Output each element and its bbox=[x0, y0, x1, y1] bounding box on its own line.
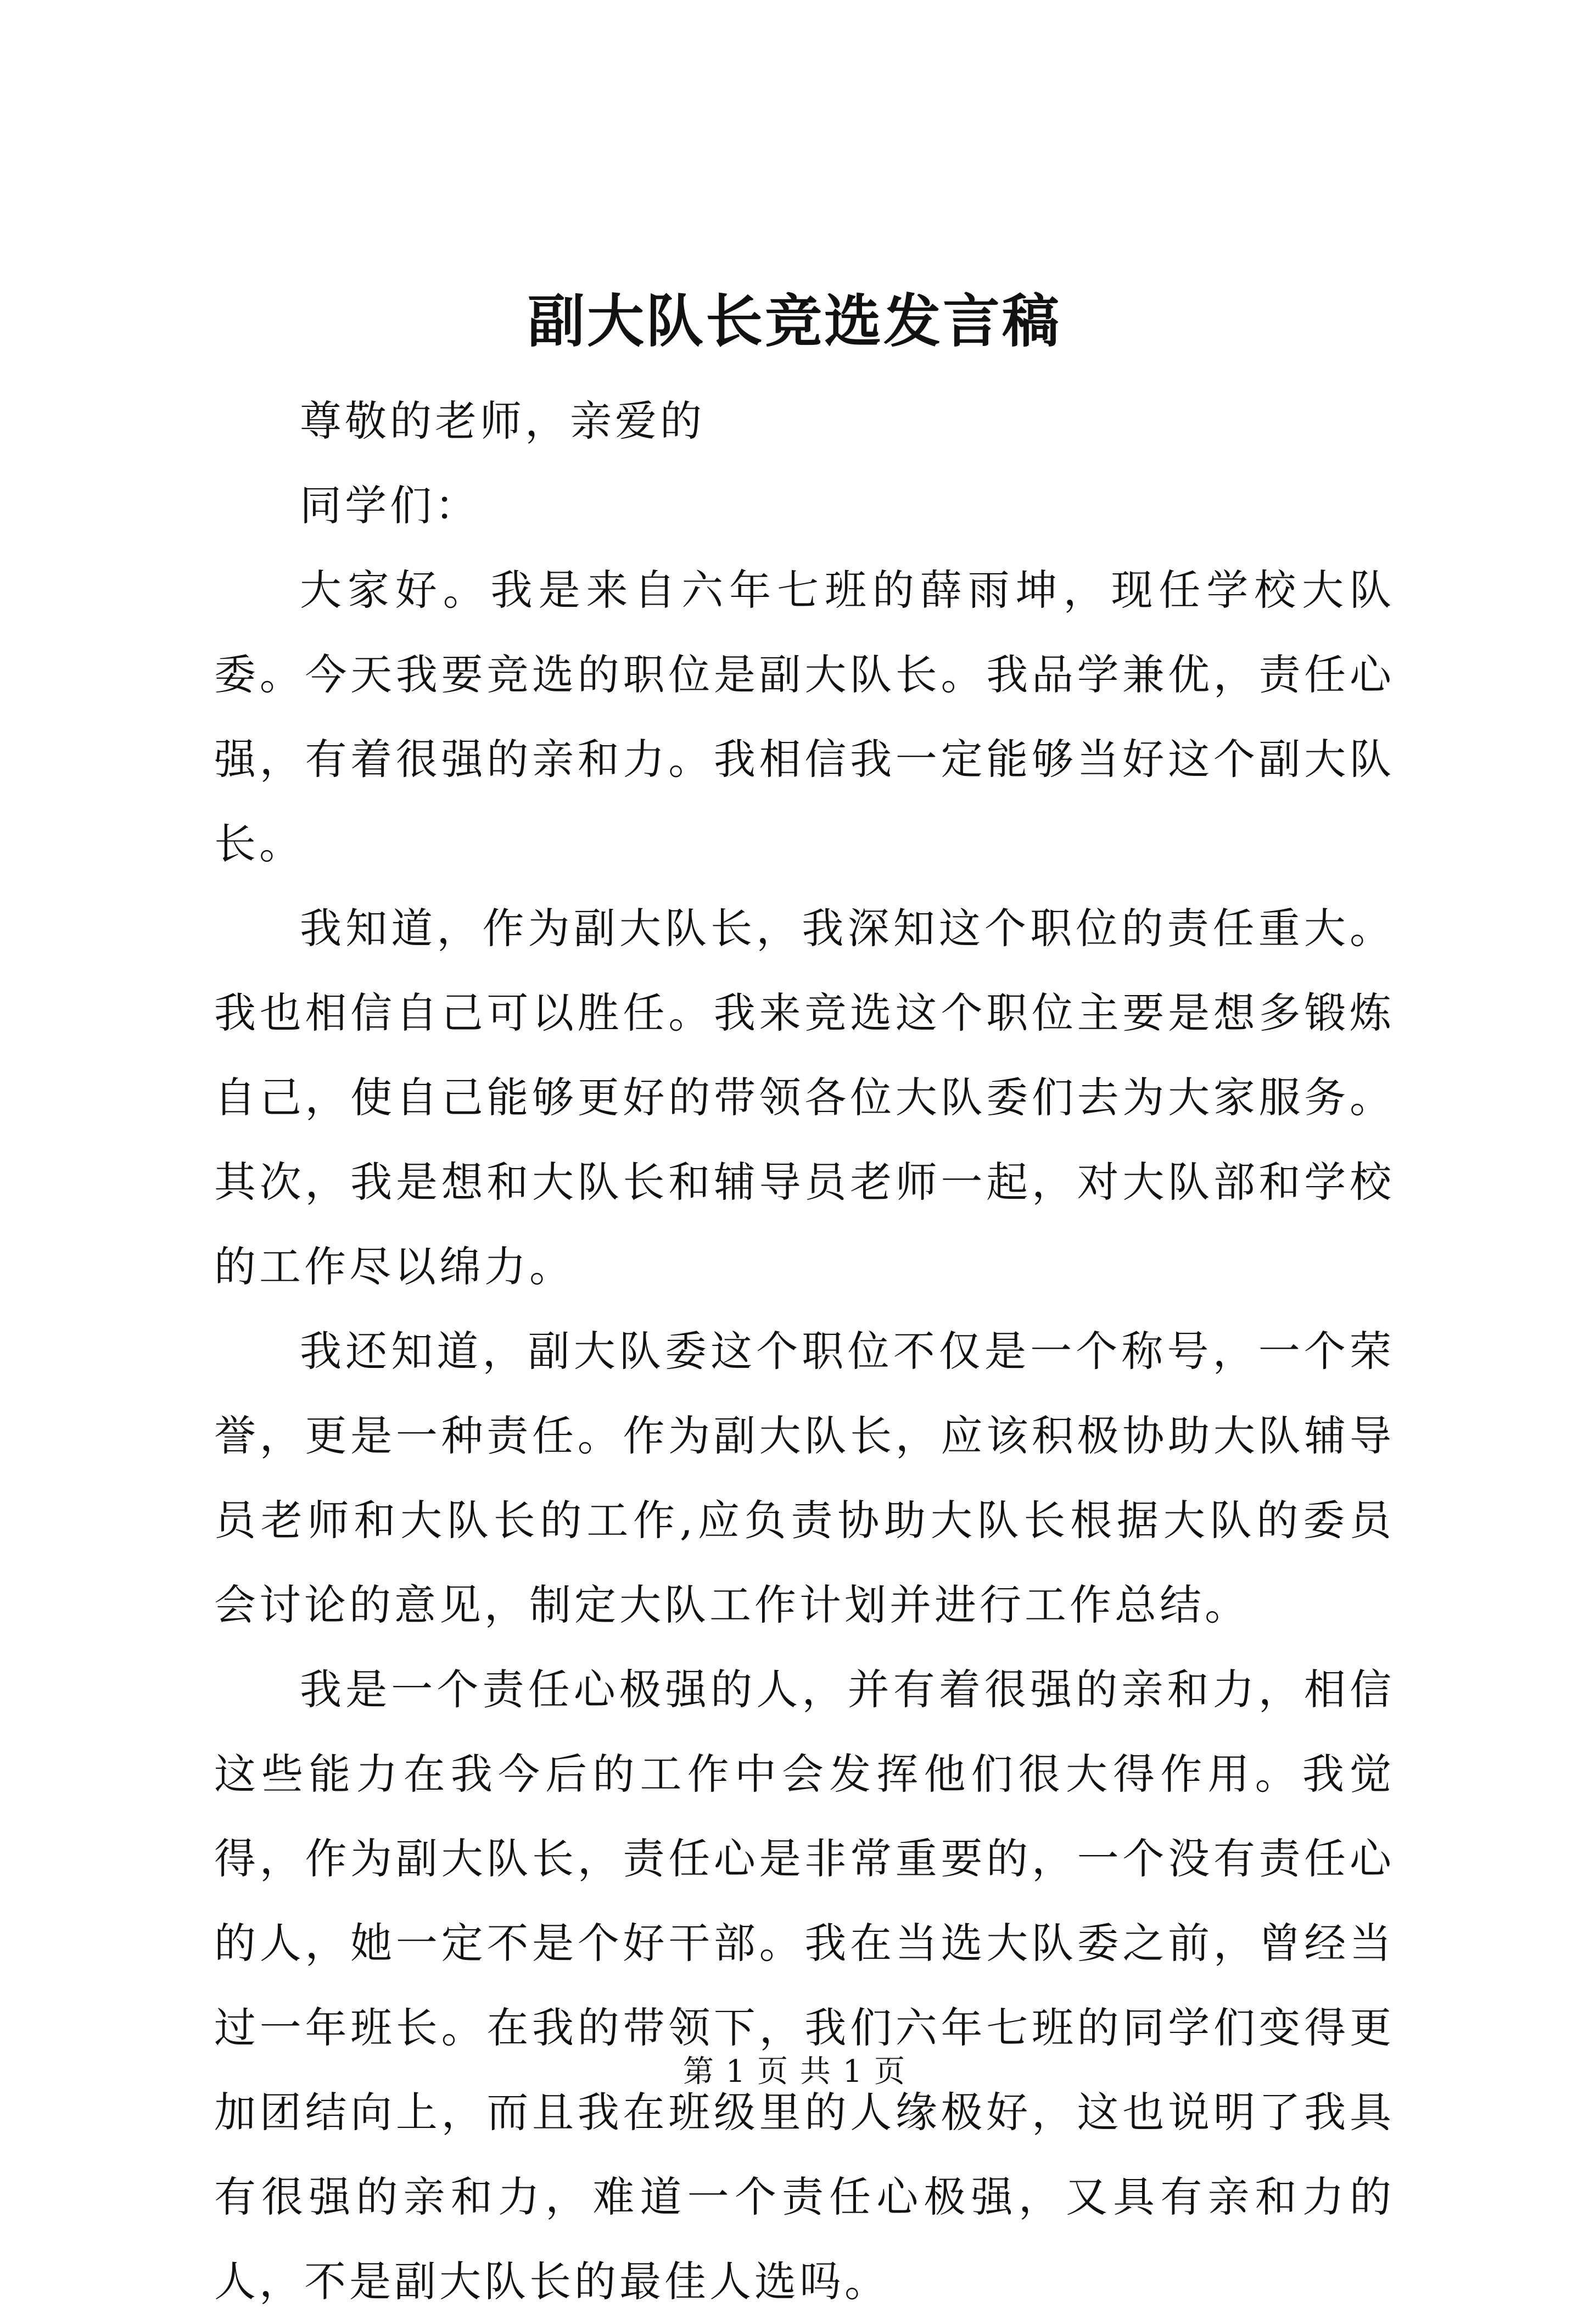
page-footer: 第 1 页 共 1 页 bbox=[682, 2054, 907, 2090]
document-body bbox=[214, 379, 1395, 2324]
paragraph-responsibility: 我知道，作为副大队长，我深知这个职位的责任重大。我也相信自己可以胜任。我来竞选这个职位主要是想多锻炼自己，使自己能够更好的带领各位大队委们去为大家服务。其次，我是想和大队长和辅导员老师一起，对大队部和学校的工作尽以绵力。 bbox=[214, 904, 1395, 1291]
paragraph-qualities: 我是一个责任心极强的人，并有着很强的亲和力，相信这些能力在我今后的工作中会发挥他们很大得作用。我觉得，作为副大队长，责任心是非常重要的，一个没有责任心的人，她一定不是个好干部。我在当选大队委之前，曾经当过一年班长。在我的带领下，我们六年七班的同学们变得更加团结向上，而且我在班级里的人缘极好，这也说明了我具有很强的亲和力，难道一个责任心极强，又具有亲和力的人，不是副大队长的最佳人选吗。 bbox=[214, 1665, 1395, 2306]
paragraph-greeting: 尊敬的老师，亲爱的 bbox=[300, 396, 705, 445]
paragraph-duty: 我还知道，副大队委这个职位不仅是一个称号，一个荣誉，更是一种责任。作为副大队长，应该积极协助大队辅导员老师和大队长的工作,应负责协助大队长根据大队的委员会讨论的意见，制定大队工作计划并进行工作总结。 bbox=[214, 1327, 1395, 1629]
paragraph-intro: 大家好。我是来自六年七班的薛雨坤，现任学校大队委。今天我要竞选的职位是副大队长。我品学兼优，责任心强，有着很强的亲和力。我相信我一定能够当好这个副大队长。 bbox=[214, 566, 1395, 868]
paragraph-salutation: 同学们： bbox=[300, 481, 480, 530]
document-title: 副大队长竞选发言稿 bbox=[527, 287, 1061, 355]
